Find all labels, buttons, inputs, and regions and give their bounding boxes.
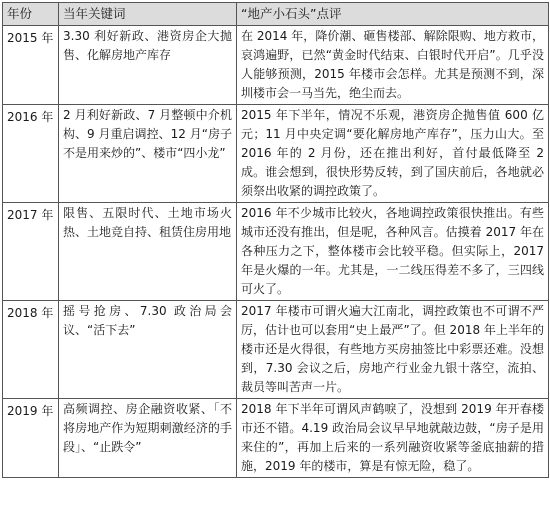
year-cell: 2019 年 (3, 399, 59, 478)
review-table (2, 2, 549, 478)
table-row (3, 105, 549, 203)
table-row (3, 301, 549, 399)
year-cell: 2018 年 (3, 301, 59, 399)
header-year: 年份 (3, 3, 59, 26)
keywords-cell: 限售、五限时代、土地市场火热、土地竞自持、租赁住房用地 (59, 203, 237, 301)
keywords-cell: 3.30 利好新政、港资房企大抛售、化解房地产库存 (59, 26, 237, 105)
table-row (3, 203, 549, 301)
comment-cell: 2015 年下半年，情况不乐观，港资房企抛售值 600 亿元；11 月中央定调“要化解房地产库存”，压力山大。至 2016 年的 2 月份，还在推出利好，首付最低降至 2 成。谁会想到，很快形势反转，到了国庆前后，各地就必须祭出收紧的调控政策了。 (237, 105, 549, 203)
keywords-cell: 2 月利好新政、7 月整顿中介机构、9 月重启调控、12 月“房子不是用来炒的”、楼市“四小龙” (59, 105, 237, 203)
year-cell: 2015 年 (3, 26, 59, 105)
header-comment: “地产小石头”点评 (237, 3, 549, 26)
table-row (3, 399, 549, 478)
year-cell: 2016 年 (3, 105, 59, 203)
header-keywords: 当年关键词 (59, 3, 237, 26)
comment-cell: 2016 年不少城市比较火，各地调控政策很快推出。有些城市还没有推出，但是呢，各种风言。估摸着 2017 年在各种压力之下，整体楼市会比较平稳。但实际上，2017 年是火爆的一年。尤其是，一二线压得差不多了，三四线可火了。 (237, 203, 549, 301)
year-cell: 2017 年 (3, 203, 59, 301)
comment-cell: 2017 年楼市可谓火遍大江南北，调控政策也不可谓不严厉，估计也可以套用“史上最严”了。但 2018 年上半年的楼市还是火得很，有些地方买房抽签比中彩票还难。没想到，7.30 会议之后，房地产行业金九银十落空，流拍、裁员等叫苦声一片。 (237, 301, 549, 399)
header-row (3, 3, 549, 26)
comment-cell: 2018 年下半年可谓风声鹤唳了，没想到 2019 年开春楼市还不错。4.19 政治局会议早早地就敲边鼓，“房子是用来住的”，再加上后来的一系列融资收紧等釜底抽薪的措施，2019 年的楼市，算是有惊无险，稳了。 (237, 399, 549, 478)
keywords-cell: 摇号抢房、7.30 政治局会议、“活下去” (59, 301, 237, 399)
table-row (3, 26, 549, 105)
comment-cell: 在 2014 年，降价潮、砸售楼部、解除限购、地方救市，哀鸿遍野，已然“黄金时代结束、白银时代开启”。几乎没人能够预测，2015 年楼市会怎样。尤其是预测不到，深圳楼市会一马当先，绝尘而去。 (237, 26, 549, 105)
keywords-cell: 高频调控、房企融资收紧、「不将房地产作为短期刺激经济的手段」、“止跌令” (59, 399, 237, 478)
